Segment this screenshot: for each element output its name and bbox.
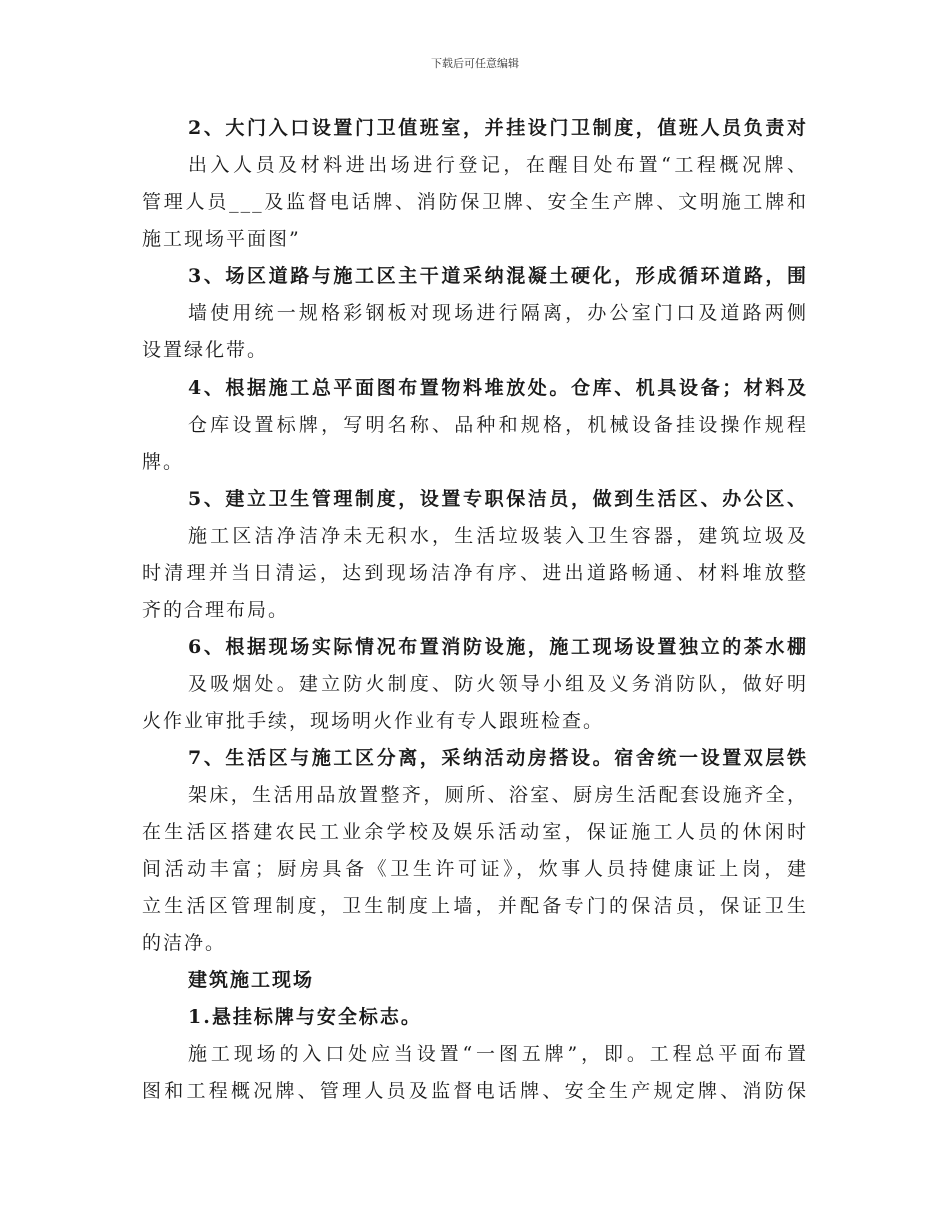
paragraph-line: 施工区洁净洁净未无积水，生活垃圾装入卫生容器，建筑垃圾及 <box>188 525 808 547</box>
paragraph-line: 施工现场平面图” <box>142 228 301 250</box>
paragraph-line: 管理人员___及监督电话牌、消防保卫牌、安全生产牌、文明施工牌和 <box>142 191 808 213</box>
paragraph-5-heading: 5、建立卫生管理制度，设置专职保洁员，做到生活区、办公区、 <box>188 488 808 510</box>
paragraph-line: 仓库设置标牌，写明名称、品种和规格，机械设备挂设操作规程 <box>188 414 808 436</box>
subsection-heading: 1.悬挂标牌与安全标志。 <box>188 1006 422 1028</box>
paragraph-3-heading: 3、场区道路与施工区主干道采纳混凝土硬化，形成循环道路，围 <box>188 265 808 287</box>
paragraph-line: 施工现场的入口处应当设置“一图五牌”，即。工程总平面布置 <box>188 1043 808 1065</box>
paragraph-line: 架床，生活用品放置整齐，厕所、浴室、厨房生活配套设施齐全， <box>188 784 808 806</box>
paragraph-line: 出入人员及材料进出场进行登记，在醒目处布置“工程概况牌、 <box>188 154 808 176</box>
paragraph-line: 图和工程概况牌、管理人员及监督电话牌、安全生产规定牌、消防保 <box>142 1080 808 1102</box>
paragraph-line: 设置绿化带。 <box>142 339 269 361</box>
paragraph-line: 的洁净。 <box>142 932 227 954</box>
paragraph-6-heading: 6、根据现场实际情况布置消防设施，施工现场设置独立的茶水棚 <box>188 636 808 658</box>
paragraph-line: 间活动丰富；厨房具备《卫生许可证》，炊事人员持健康证上岗，建 <box>142 858 808 880</box>
section-heading: 建筑施工现场 <box>188 969 315 991</box>
paragraph-line: 在生活区搭建农民工业余学校及娱乐活动室，保证施工人员的休闲时 <box>142 821 808 843</box>
paragraph-line: 火作业审批手续，现场明火作业有专人跟班检查。 <box>142 710 605 732</box>
paragraph-2-heading: 2、大门入口设置门卫值班室，并挂设门卫制度，值班人员负责对 <box>188 117 808 139</box>
paragraph-line: 时清理并当日清运，达到现场洁净有序、进出道路畅通、材料堆放整 <box>142 562 808 584</box>
paragraph-line: 牌。 <box>142 451 185 473</box>
paragraph-line: 及吸烟处。建立防火制度、防火领导小组及义务消防队，做好明 <box>188 673 808 695</box>
paragraph-line: 立生活区管理制度，卫生制度上墙，并配备专门的保洁员，保证卫生 <box>142 895 808 917</box>
header-note: 下载后可任意编辑 <box>431 57 519 70</box>
paragraph-7-heading: 7、生活区与施工区分离，采纳活动房搭设。宿舍统一设置双层铁 <box>188 747 808 769</box>
paragraph-4-heading: 4、根据施工总平面图布置物料堆放处。仓库、机具设备；材料及 <box>188 377 808 399</box>
paragraph-line: 齐的合理布局。 <box>142 599 290 621</box>
paragraph-line: 墙使用统一规格彩钢板对现场进行隔离，办公室门口及道路两侧 <box>188 302 808 324</box>
